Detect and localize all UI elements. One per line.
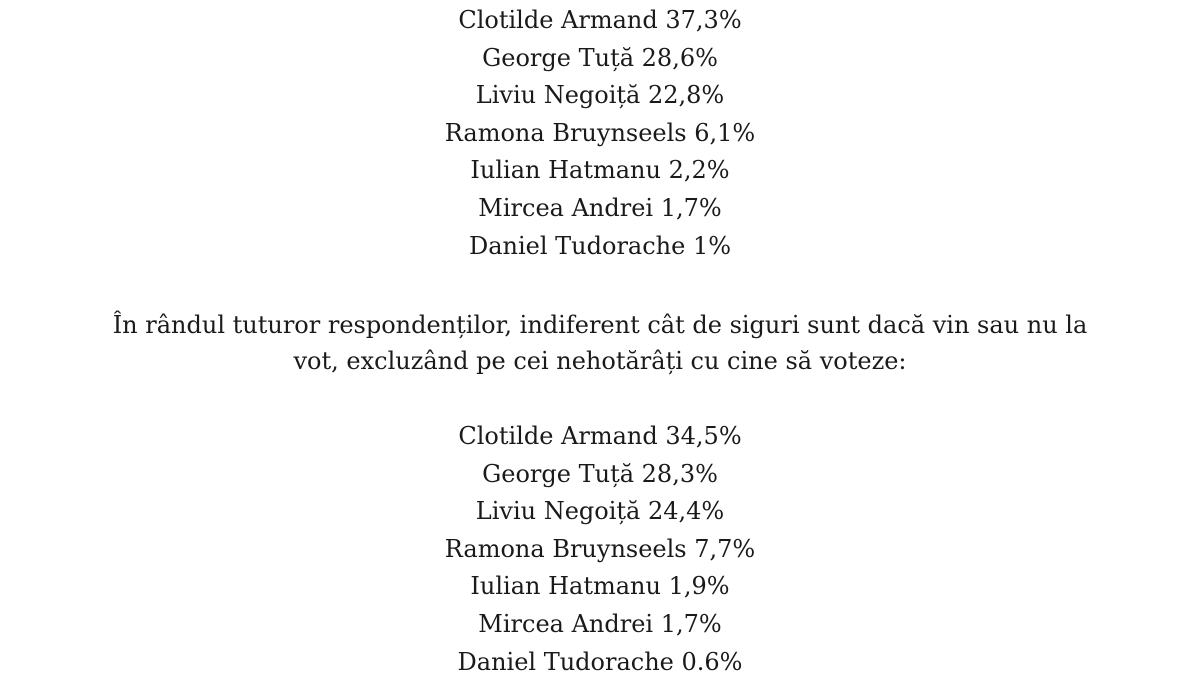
poll-results-list-all-respondents [0, 418, 1200, 681]
result-item-iulian-hatmanu: Iulian Hatmanu 1,9% [470, 572, 730, 601]
intro-paragraph: În rândul tuturor respondenților, indiferent cât de siguri sunt dacă vin sau nu la vot, excluzând pe cei nehotărâți cu cine să voteze: [112, 311, 1088, 375]
result-item-mircea-andrei: Mircea Andrei 1,7% [478, 609, 722, 638]
result-item-daniel-tudorache: Daniel Tudorache 0.6% [457, 647, 743, 676]
result-item-daniel-tudorache: Daniel Tudorache 1% [468, 231, 732, 260]
result-item-george-tuta: George Tuță 28,3% [482, 459, 718, 488]
result-item-ramona-bruynseels: Ramona Bruynseels 7,7% [444, 534, 756, 563]
result-item-clotilde-armand: Clotilde Armand 34,5% [458, 422, 742, 450]
poll-results-list-likely-voters [0, 2, 1200, 265]
result-item-liviu-negoita: Liviu Negoiță 22,8% [475, 81, 725, 110]
result-item-george-tuta: George Tuță 28,6% [482, 43, 718, 72]
result-item-liviu-negoita: Liviu Negoiță 24,4% [475, 497, 725, 526]
result-item-iulian-hatmanu: Iulian Hatmanu 2,2% [470, 156, 730, 185]
result-item-mircea-andrei: Mircea Andrei 1,7% [478, 193, 722, 222]
result-item-clotilde-armand: Clotilde Armand 37,3% [458, 6, 742, 34]
result-item-ramona-bruynseels: Ramona Bruynseels 6,1% [444, 118, 756, 147]
